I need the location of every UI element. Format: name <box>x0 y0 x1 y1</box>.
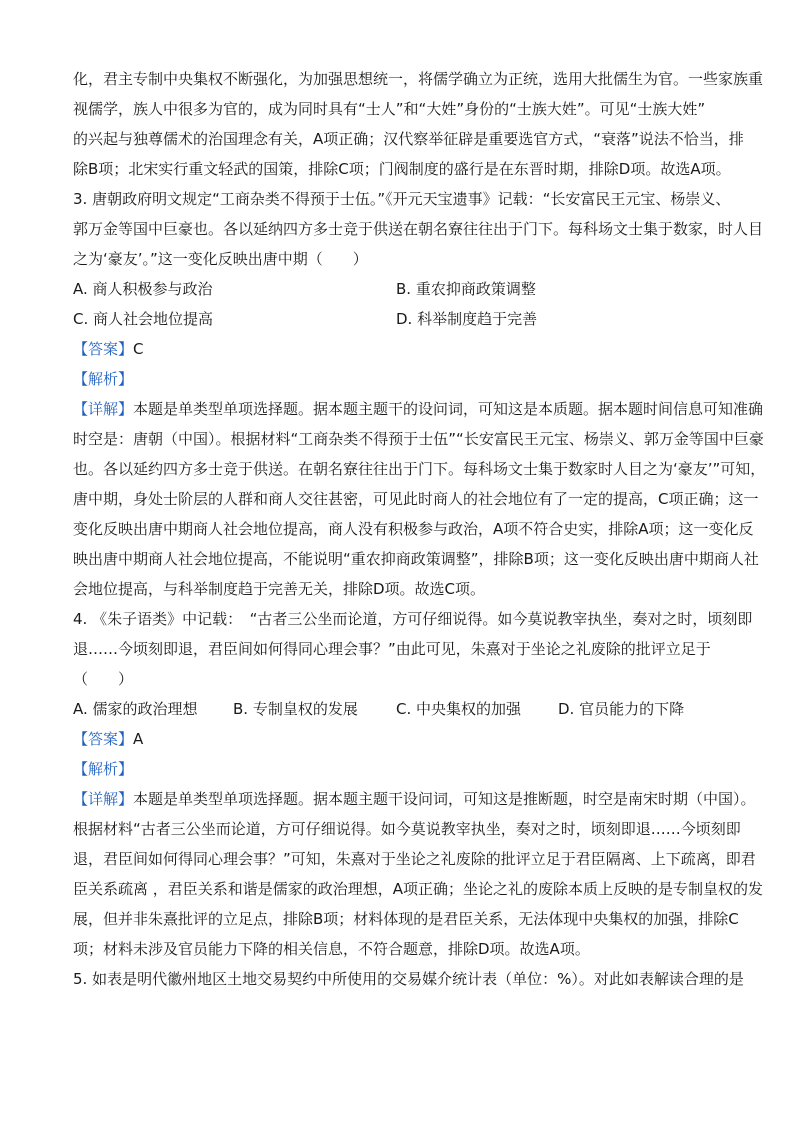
document-page <box>73 64 766 994</box>
question-stem-line: 3. 唐朝政府明文规定“工商杂类不得预于士伍。”《开元天宝遗事》记载：“长安富民王元宝、杨崇义、 <box>73 190 731 208</box>
detail-line: 展，但并非朱熹批评的立足点，排除B项；材料体现的是君臣关系，无法体现中央集权的加强，排除C <box>73 910 739 928</box>
option-c: C. 商人社会地位提高 <box>73 310 214 328</box>
detail-text: 本题是单类型单项选择题。据本题主题干的设问词，可知这是本质题。据本题时间信息可知准确 <box>133 400 764 418</box>
option-b: B. 重农抑商政策调整 <box>396 280 536 298</box>
question-stem-line: 之为‘豪友’。”这一变化反映出唐中期（ ） <box>73 250 368 268</box>
question-stem-line: 5. 如表是明代徽州地区土地交易契约中所使用的交易媒介统计表（单位：%）。对此如表解读合理的是 <box>73 970 744 988</box>
question-3 <box>73 184 766 604</box>
detail-line: 会地位提高，与科举制度趋于完善无关，排除D项。故选C项。 <box>73 580 486 598</box>
question-stem-line: （ ） <box>73 670 134 688</box>
answer-value: A <box>133 730 144 748</box>
detail-line: 变化反映出唐中期商人社会地位提高，商人没有积极参与政治，A项不符合史实，排除A项；这一变化反 <box>73 520 754 538</box>
detail-line: 项；材料未涉及官员能力下降的相关信息，不符合题意，排除D项。故选A项。 <box>73 940 590 958</box>
detail-line: 映出唐中期商人社会地位提高，不能说明“重农抑商政策调整”，排除B项；这一变化反映出唐中期商人社 <box>73 550 759 568</box>
question-stem-line: 郭万金等国中巨豪也。各以延纳四方多士竞于供送在朝名寮往往出于门下。每科场文士集于数家，时人目 <box>73 220 764 238</box>
options-row <box>73 694 723 724</box>
analysis-heading <box>73 754 723 784</box>
option-a: A. 儒家的政治理想 <box>73 700 198 718</box>
question-5 <box>73 964 744 994</box>
answer-value: C <box>133 340 144 358</box>
detail-line: 唐中期，身处士阶层的人群和商人交往甚密，可见此时商人的社会地位有了一定的提高，C项正确；这一 <box>73 490 759 508</box>
detail-line: 也。各以延约四方多士竞于供送。在朝名寮往往出于门下。每科场文士集于数家时人目之为‘豪友’”可知， <box>73 460 766 478</box>
detail-line: 退，君臣间如何得同心理会事？”可知，朱熹对于坐论之礼废除的批评立足于君臣隔离、上下疏离，即君 <box>73 850 756 868</box>
answer-line <box>73 724 723 754</box>
options-row <box>73 304 723 334</box>
option-a: A. 商人积极参与政治 <box>73 280 213 298</box>
option-c: C. 中央集权的加强 <box>396 700 522 718</box>
analysis-tag: 【解析】 <box>73 370 134 388</box>
detail-line: 臣关系疏离 ，君臣关系和谐是儒家的政治理想，A项正确；坐论之礼的废除本质上反映的是专制皇权的发 <box>73 880 764 898</box>
detail-tag: 【详解】 <box>73 400 134 418</box>
options-row <box>73 274 723 304</box>
text-line: 除B项；北宋实行重文轻武的国策，排除C项；门阀制度的盛行是在东晋时期，排除D项。故选A项。 <box>73 160 731 178</box>
question-4 <box>73 604 764 964</box>
text-line: 视儒学，族人中很多为官的，成为同时具有“士人”和“大姓”身份的“士族大姓”。可见“士族大姓” <box>73 100 706 118</box>
answer-line <box>73 334 723 364</box>
text-line: 的兴起与独尊儒术的治国理念有关，A项正确；汉代察举征辟是重要选官方式，“衰落”说法不恰当，排 <box>73 130 744 148</box>
text-line: 化，君主专制中央集权不断强化，为加强思想统一，将儒学确立为正统，选用大批儒生为官。一些家族重 <box>73 70 764 88</box>
question-stem-line: 退……今顷刻即退，君臣间如何得同心理会事？”由此可见，朱熹对于坐论之礼废除的批评立足于 <box>73 640 711 658</box>
option-d: D. 科举制度趋于完善 <box>396 310 538 328</box>
detail-line: 根据材料“古者三公坐而论道，方可仔细说得。如今莫说教宰执坐，奏对之时，顷刻即退……今顷刻即 <box>73 820 741 838</box>
analysis-heading <box>73 364 723 394</box>
intro-paragraph <box>73 64 764 184</box>
detail-tag: 【详解】 <box>73 790 134 808</box>
answer-tag: 【答案】 <box>73 340 134 358</box>
option-d: D. 官员能力的下降 <box>558 700 685 718</box>
detail-line: 时空是：唐朝（中国）。根据材料“工商杂类不得预于士伍”“长安富民王元宝、杨崇义、郭万金等国中巨豪 <box>73 430 764 448</box>
answer-tag: 【答案】 <box>73 730 134 748</box>
option-b: B. 专制皇权的发展 <box>233 700 358 718</box>
detail-line <box>73 784 756 814</box>
analysis-tag: 【解析】 <box>73 760 134 778</box>
question-stem-line: 4. 《朱子语类》中记载： “古者三公坐而论道，方可仔细说得。如今莫说教宰执坐，奏对之时，顷刻即 <box>73 610 753 628</box>
detail-line <box>73 394 764 424</box>
detail-text: 本题是单类型单项选择题。据本题主题干设问词，可知这是推断题，时空是南宋时期（中国）。 <box>133 790 756 808</box>
